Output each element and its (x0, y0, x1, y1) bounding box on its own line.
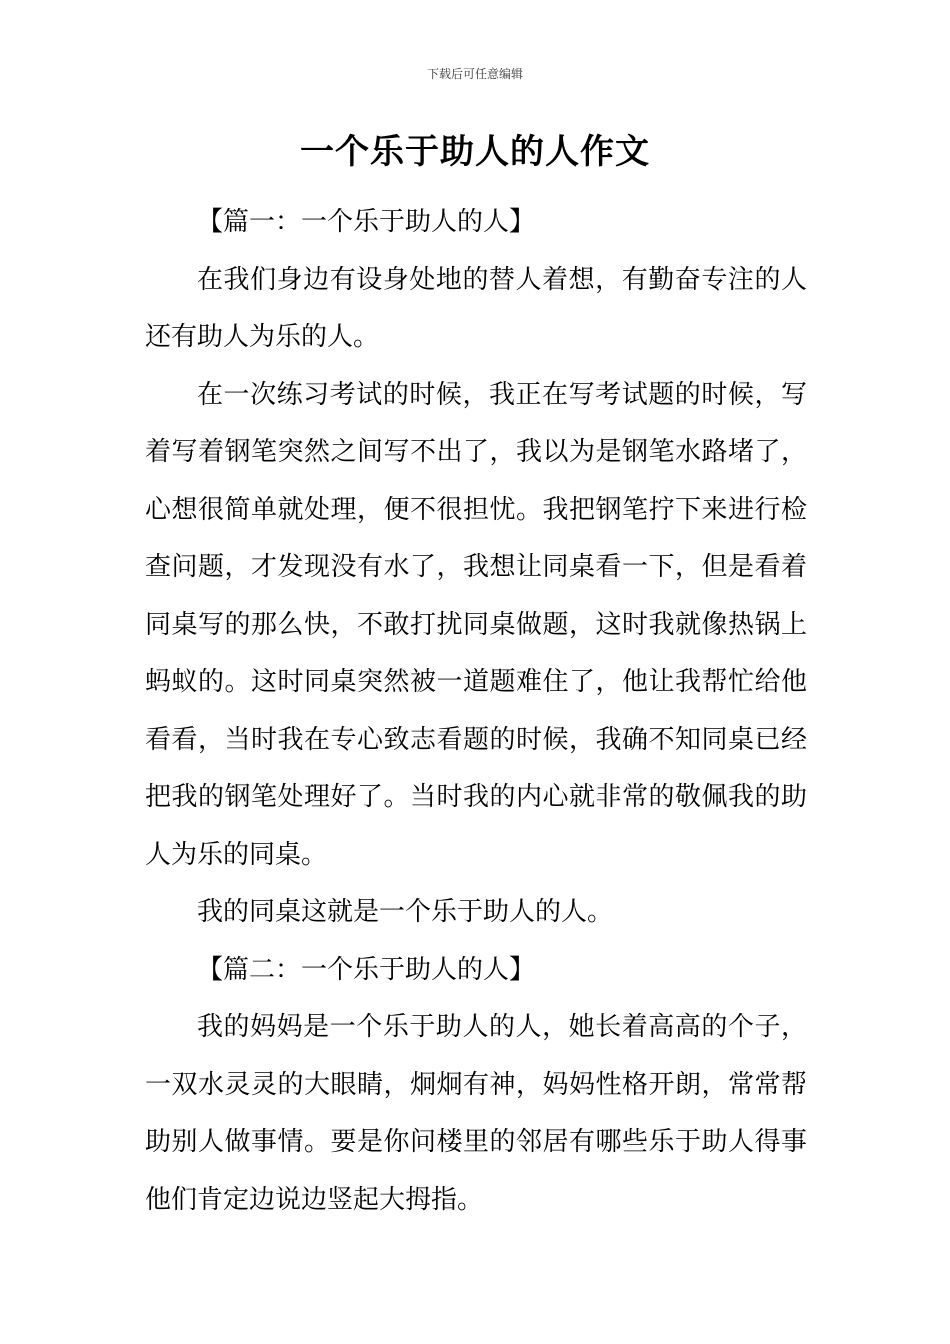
paragraph: 我的同桌这就是一个乐于助人的人。 (197, 897, 614, 927)
paragraph: 在一次练习考试的时候，我正在写考试题的时候，写着写着钢笔突然之间写不出了，我以为是钢笔水路堵了，心想很简单就处理，便不很担忧。我把钢笔拧下来进行检查问题，才发现没有水了，我想让同桌看一下，但是看着同桌写的那么快，不敢打扰同桌做题，这时我就像热锅上蚂蚁的。这时同桌突然被一道题难住了，他让我帮忙给他看看，当时我在专心致志看题的时候，我确不知同桌已经把我的钢笔处理好了。当时我的内心就非常的敬佩我的助人为乐的同桌。 (145, 379, 807, 870)
document-body (145, 194, 807, 1229)
paragraph: 在我们身边有设身处地的替人着想，有勤奋专注的人还有助人为乐的人。 (145, 264, 807, 352)
paragraph: 我的妈妈是一个乐于助人的人，她长着高高的个子，一双水灵灵的大眼睛，炯炯有神，妈妈性格开朗，常常帮助别人做事情。要是你问楼里的邻居有哪些乐于助人得事他们肯定边说边竖起大拇指。 (145, 1012, 807, 1215)
document-title: 一个乐于助人的人作文 (300, 132, 650, 172)
section-heading-1: 【篇一：一个乐于助人的人】 (197, 207, 536, 237)
header-note: 下载后可任意编辑 (426, 67, 523, 81)
section-heading-2: 【篇二：一个乐于助人的人】 (197, 954, 536, 985)
